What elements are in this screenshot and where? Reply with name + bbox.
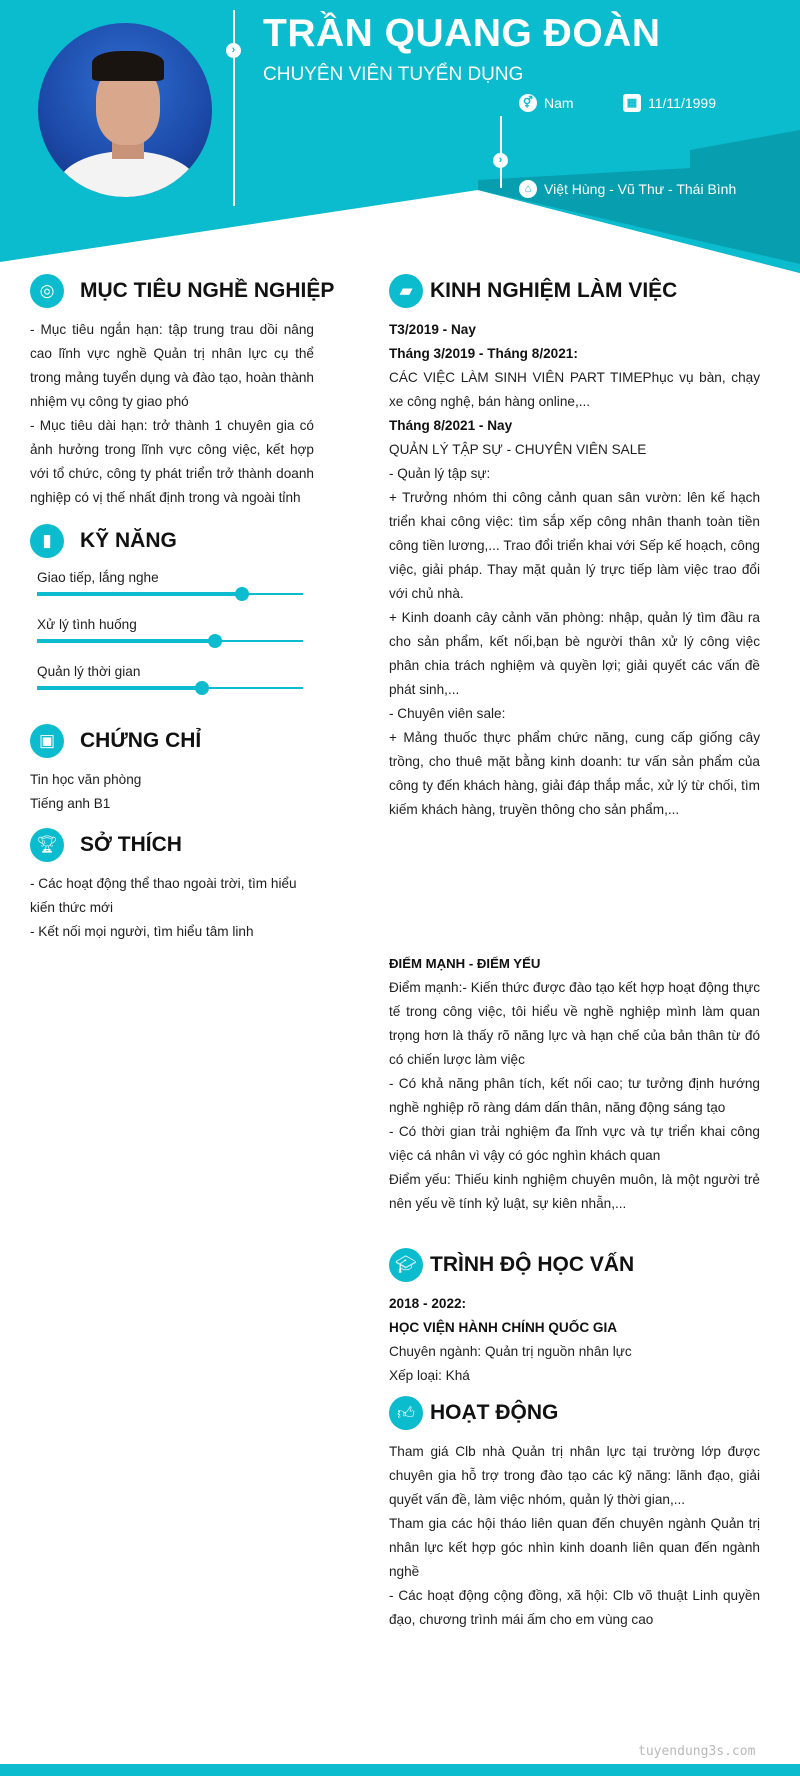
- section-title: HOẠT ĐỘNG: [430, 1401, 559, 1424]
- education-major: Chuyên ngành: Quản trị nguồn nhân lực: [389, 1344, 632, 1359]
- skill-label: Giao tiếp, lắng nghe: [37, 570, 159, 585]
- briefcase-icon: ▰: [389, 274, 423, 308]
- certificate-icon: ▣: [30, 724, 64, 758]
- activity-paragraph: - Các hoạt động cộng đồng, xã hội: Clb võ thuật Linh quyền đạo, chương trình mái ấm cho em vùng cao: [389, 1588, 760, 1627]
- skill-track: [37, 687, 303, 689]
- experience-line: CÁC VIỆC LÀM SINH VIÊN PART TIMEPhục vụ bàn, chạy xe công nghệ, bán hàng online,...: [389, 370, 760, 409]
- right-column: [389, 272, 760, 1632]
- skills-list: [30, 568, 314, 709]
- activity-paragraph: Tham gia các hội tháo liên quan đến chuyên ngành Quản trị nhân lực kết hợp góc nhìn kinh doanh liên quan đến ngành nghề: [389, 1516, 760, 1579]
- strengths-paragraph: - Có thời gian trải nghiệm đa lĩnh vực và tự triển khai công việc cá nhân vì vậy có góc nghìn khách quan: [389, 1124, 760, 1163]
- skill-item: [37, 568, 314, 615]
- profile-photo: [35, 20, 215, 200]
- education-school: HỌC VIỆN HÀNH CHÍNH QUỐC GIA: [389, 1320, 618, 1335]
- section-title: KINH NGHIỆM LÀM VIỆC: [430, 279, 678, 302]
- dob-info: [623, 94, 716, 112]
- hobbies-heading: [30, 826, 314, 864]
- experience-line: + Kinh doanh cây cảnh văn phòng: nhập, quản lý tìm đầu ra cho sản phẩm, kết nối,bạn bè người thân xử lý công việc phân chia trách nghiệm và quyền lợi; giải quyết các vấn đề phát sinh,...: [389, 610, 760, 697]
- skill-item: [37, 615, 314, 662]
- skill-label: Quản lý thời gian: [37, 664, 141, 679]
- home-icon: ⌂: [519, 180, 537, 198]
- experience-line: QUẢN LÝ TẬP SỰ - CHUYÊN VIÊN SALE: [389, 442, 647, 457]
- skill-track: [37, 640, 303, 642]
- education-body: [389, 1292, 760, 1388]
- experience-line: Tháng 8/2021 - Nay: [389, 418, 513, 433]
- skill-track: [37, 593, 303, 595]
- candidate-name: TRẦN QUANG ĐOÀN: [263, 12, 661, 55]
- experience-line: - Chuyên viên sale:: [389, 706, 506, 721]
- cv-header: [0, 0, 800, 280]
- experience-line: + Mảng thuốc thực phẩm chức năng, cung cấp giống cây trồng, cho thuê mặt bằng kinh doanh: tư vấn sản phẩm của công ty đến khách hàng, giải đáp thắp mắc, xử lý từ chối, tìm kiếm khách hàng, truyền thông cho sản phẩm,...: [389, 730, 760, 817]
- objective-paragraph: - Mục tiêu ngắn hạn: tập trung trau dồi nâng cao lĩnh vực nghề Quản trị nhân lực cụ thể trong mảng tuyển dụng và đào tạo, hoàn thành nhiệm vụ công ty giao phó: [30, 322, 314, 409]
- calendar-icon: ▦: [623, 94, 641, 112]
- gender-value: Nam: [544, 95, 574, 111]
- section-title: CHỨNG CHỈ: [80, 729, 202, 752]
- certificates-body: [30, 768, 314, 816]
- experience-line: - Quản lý tập sự:: [389, 466, 491, 481]
- strengths-paragraph: Điểm yếu: Thiếu kinh nghiệm chuyên muôn, là một người trẻ nên yếu về tính kỷ luật, sự kiên nhẫn,...: [389, 1172, 760, 1211]
- hobby-item: - Các hoạt động thể thao ngoài trời, tìm hiểu kiến thức mới: [30, 876, 297, 915]
- section-title: MỤC TIÊU NGHỀ NGHIỆP: [80, 279, 335, 302]
- certificates-heading: [30, 722, 314, 760]
- education-heading: [389, 1246, 760, 1284]
- watermark: tuyendung3s.com: [638, 1744, 756, 1759]
- skill-knob: [208, 634, 222, 648]
- address-info: [519, 180, 736, 198]
- certificate-item: Tiếng anh B1: [30, 796, 111, 811]
- left-column: [30, 272, 335, 944]
- graduation-cap-icon: 🎓︎: [389, 1248, 423, 1282]
- experience-heading: [389, 272, 760, 310]
- strengths-title: ĐIỂM MẠNH - ĐIỂM YẾU: [389, 956, 541, 971]
- candidate-position: CHUYÊN VIÊN TUYỂN DỤNG: [263, 64, 524, 85]
- skill-fill: [37, 639, 215, 643]
- chevron-right-icon: ›: [226, 43, 241, 58]
- gender-icon: ⚥: [519, 94, 537, 112]
- dob-value: 11/11/1999: [648, 95, 716, 111]
- activities-body: [389, 1440, 760, 1632]
- address-value: Việt Hùng - Vũ Thư - Thái Bình: [544, 181, 737, 197]
- timeline-line: [500, 116, 502, 188]
- skills-heading: [30, 522, 314, 560]
- footer-bar: [0, 1764, 800, 1776]
- trophy-icon: 🏆︎: [30, 828, 64, 862]
- objective-paragraph: - Mục tiêu dài hạn: trở thành 1 chuyên gia có ảnh hưởng trong lĩnh vực công việc, kết hợp với tổ chức, công ty phát triển trở thành doanh nghiệp có vị thế nhất định trong và ngoài tỉnh: [30, 418, 314, 505]
- target-icon: ◎: [30, 274, 64, 308]
- gender-info: [519, 94, 574, 112]
- objective-body: [30, 318, 314, 510]
- education-grade: Xếp loại: Khá: [389, 1368, 470, 1383]
- bar-chart-icon: ▮: [30, 524, 64, 558]
- experience-line: Tháng 3/2019 - Tháng 8/2021:: [389, 346, 578, 361]
- skill-item: [37, 662, 314, 709]
- section-title: KỸ NĂNG: [80, 529, 177, 552]
- hobbies-body: [30, 872, 314, 944]
- skill-label: Xử lý tình huống: [37, 617, 137, 632]
- objective-heading: [30, 272, 335, 310]
- certificate-item: Tin học văn phòng: [30, 772, 142, 787]
- experience-body: [389, 318, 760, 822]
- timeline-line: [233, 10, 235, 206]
- section-title: SỞ THÍCH: [80, 833, 182, 856]
- strengths-paragraph: - Có khả năng phân tích, kết nối cao; tư tưởng định hướng nghề nghiệp rõ ràng dám dấn thân, năng động sáng tạo: [389, 1076, 760, 1115]
- activity-paragraph: Tham giá Clb nhà Quản trị nhân lực tại trường lớp được chuyên gia hỗ trợ trong đào tạo các kỹ năng: lãnh đạo, giải quyết vấn đề, làm việc nhóm, quản lý thời gian,...: [389, 1444, 760, 1507]
- experience-line: T3/2019 - Nay: [389, 322, 476, 337]
- strengths-section: [389, 952, 760, 1216]
- chevron-right-icon: ›: [493, 153, 508, 168]
- skill-knob: [235, 587, 249, 601]
- hobby-item: - Kết nối mọi người, tìm hiểu tâm linh: [30, 924, 254, 939]
- strengths-paragraph: Điểm mạnh:- Kiến thức được đào tạo kết hợp hoạt động thực tế trong công việc, tôi hiểu về nghề nghiệp mình làm quan trọng hơn là thấy rõ năng lực và hạn chế của bản thân từ đó có chiến lược làm việc: [389, 980, 760, 1067]
- skill-knob: [195, 681, 209, 695]
- thumbs-up-icon: 👍︎: [389, 1396, 423, 1430]
- section-title: TRÌNH ĐỘ HỌC VẤN: [430, 1253, 635, 1276]
- skill-fill: [37, 592, 242, 596]
- skill-fill: [37, 686, 202, 690]
- activities-heading: [389, 1394, 760, 1432]
- experience-line: + Trưởng nhóm thi công cảnh quan sân vườn: lên kế hạch triển khai công việc: tìm sắp xếp công nhân thanh toàn tiền công tiền lương,... Trao đổi triển khai với Sếp kế hoạch, công việc, giải pháp. Thay mặt quản lý trực tiếp làm việc trao đổi với chủ nhà.: [389, 490, 760, 601]
- education-period: 2018 - 2022:: [389, 1296, 467, 1311]
